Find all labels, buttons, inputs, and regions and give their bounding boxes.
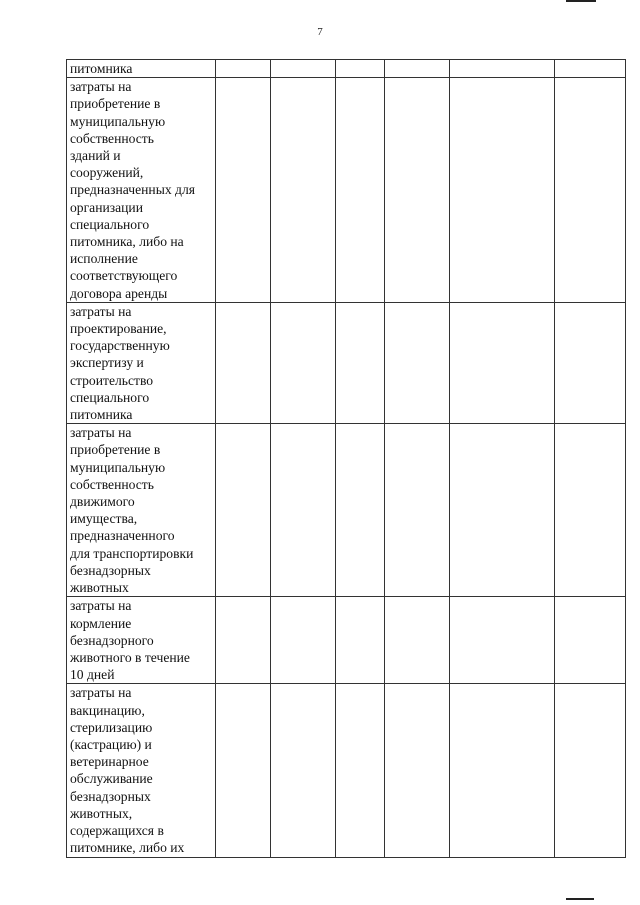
- scan-edge-mark-top: [566, 0, 596, 2]
- value-cell: [385, 684, 450, 858]
- expense-table: [66, 59, 626, 858]
- table-row: [67, 597, 626, 684]
- row-label-cell: [67, 684, 216, 858]
- value-cell: [271, 684, 336, 858]
- value-cell: [385, 60, 450, 78]
- row-label: затраты на кормление безнадзорного животного в течение 10 дней: [70, 598, 190, 683]
- row-label: затраты на приобретение в муниципальную собственность движимого имущества, предназначенного для транспортировки безнадзорных животных: [70, 425, 194, 596]
- table-row: [67, 684, 626, 858]
- value-cell: [216, 684, 271, 858]
- row-label: затраты на проектирование, государственную экспертизу и строительство специального питомника: [70, 303, 170, 423]
- value-cell: [385, 424, 450, 597]
- value-cell: [555, 60, 626, 78]
- table-row: [67, 424, 626, 597]
- value-cell: [555, 302, 626, 423]
- value-cell: [216, 60, 271, 78]
- value-cell: [450, 597, 555, 684]
- row-label-cell: [67, 78, 216, 303]
- value-cell: [450, 78, 555, 303]
- value-cell: [336, 302, 385, 423]
- value-cell: [450, 60, 555, 78]
- value-cell: [450, 684, 555, 858]
- row-label: питомника: [70, 61, 133, 76]
- value-cell: [336, 78, 385, 303]
- value-cell: [271, 302, 336, 423]
- value-cell: [216, 78, 271, 303]
- value-cell: [555, 684, 626, 858]
- value-cell: [271, 424, 336, 597]
- table-row: [67, 302, 626, 423]
- row-label: затраты на вакцинацию, стерилизацию (кастрацию) и ветеринарное обслуживание безнадзорных животных, содержащихся в питомнике, либо их: [70, 685, 185, 856]
- value-cell: [555, 78, 626, 303]
- scan-edge-mark-bottom: [566, 898, 594, 900]
- row-label-cell: [67, 302, 216, 423]
- value-cell: [555, 597, 626, 684]
- table-row: [67, 78, 626, 303]
- value-cell: [336, 424, 385, 597]
- page-number: 7: [317, 26, 323, 38]
- value-cell: [216, 302, 271, 423]
- value-cell: [385, 302, 450, 423]
- value-cell: [216, 424, 271, 597]
- value-cell: [336, 684, 385, 858]
- row-label: затраты на приобретение в муниципальную собственность зданий и сооружений, предназначенных для организации специального питомника, либо на исполнение соответствующего договора аренды: [70, 79, 195, 301]
- value-cell: [450, 424, 555, 597]
- row-label-cell: [67, 597, 216, 684]
- value-cell: [336, 60, 385, 78]
- value-cell: [385, 78, 450, 303]
- value-cell: [271, 60, 336, 78]
- row-label-cell: [67, 60, 216, 78]
- row-label-cell: [67, 424, 216, 597]
- value-cell: [555, 424, 626, 597]
- value-cell: [450, 302, 555, 423]
- value-cell: [336, 597, 385, 684]
- value-cell: [271, 78, 336, 303]
- table-row: [67, 60, 626, 78]
- value-cell: [271, 597, 336, 684]
- value-cell: [216, 597, 271, 684]
- value-cell: [385, 597, 450, 684]
